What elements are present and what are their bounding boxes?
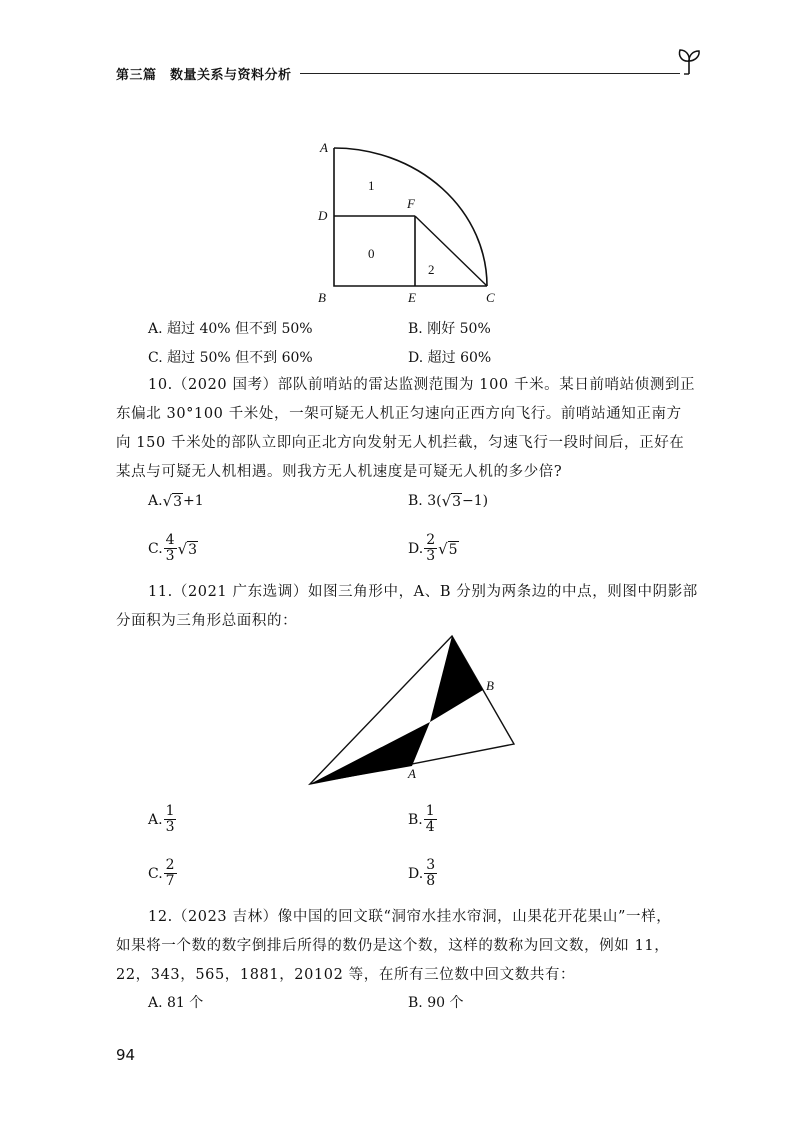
q12-line: 22，343，565，1881，20102 等，在所有三位数中回文数共有：: [116, 967, 576, 983]
q12-option-a: A. 81 个: [148, 995, 204, 1011]
fraction: $\frac{3}{8}$: [426, 857, 436, 889]
q10-stem: [116, 371, 716, 487]
q10-option-d: D. $\frac{2}{3}$ √ 5: [408, 532, 458, 564]
q12-option-b: B. 90 个: [408, 995, 464, 1011]
q11-option-d: D. $\frac{3}{8}$: [408, 857, 436, 889]
label-D: D: [318, 208, 328, 223]
label-A-mid: A: [408, 766, 416, 781]
page-number: 94: [116, 1046, 136, 1064]
q12-stem: [116, 903, 716, 990]
q9-option-c: C. 超过 50% 但不到 60%: [148, 350, 313, 366]
q10-option-a: A. √ 3 +1: [148, 492, 204, 510]
fraction: $\frac{1}{3}$: [165, 803, 175, 835]
sqrt-sign: √ 3: [177, 539, 198, 558]
q12-line: 如果将一个数的数字倒排后所得的数仍是这个数，这样的数称为回文数，例如 11，: [116, 938, 670, 954]
fraction: $\frac{2}{3}$: [426, 532, 436, 564]
region-1-label: 1: [368, 178, 375, 193]
label-B-mid: B: [486, 678, 494, 693]
region-2-label: 2: [428, 262, 435, 277]
q10-line: 10.（2020 国考）部队前哨站的雷达监测范围为 100 千米。某日前哨站侦测到正: [148, 377, 696, 393]
sprout-icon: [676, 46, 702, 76]
label-A: A: [320, 140, 328, 155]
label-F: F: [407, 196, 415, 211]
q9-option-b: B. 刚好 50%: [408, 321, 491, 337]
fraction: $\frac{4}{3}$: [165, 532, 175, 564]
q10-line: 某点与可疑无人机相遇。则我方无人机速度是可疑无人机的多少倍?: [116, 464, 563, 480]
fraction: $\frac{1}{4}$: [425, 803, 435, 835]
label-C: C: [486, 290, 495, 305]
label-B: B: [318, 290, 326, 305]
sqrt-sign: √ 3: [441, 492, 462, 510]
q10-option-b: B. 3( √ 3 −1): [408, 492, 489, 510]
region-0-label: 0: [368, 246, 375, 261]
q11-option-a: A. $\frac{1}{3}$: [148, 803, 175, 835]
header-rule: [300, 73, 680, 74]
section-title: 第三篇 数量关系与资料分析: [116, 68, 292, 83]
q11-option-c: C. $\frac{2}{7}$: [148, 857, 175, 889]
fraction: $\frac{2}{7}$: [165, 857, 175, 889]
q11-line: 11.（2021 广东选调）如图三角形中，A、B 分别为两条边的中点，则图中阴影部: [148, 584, 698, 600]
q10-line: 东偏北 30°100 千米处，一架可疑无人机正匀速向正西方向飞行。前哨站通知正南方: [116, 406, 682, 422]
q10-line: 向 150 千米处的部队立即向正北方向发射无人机拦截，匀速飞行一段时间后，正好在: [116, 435, 685, 451]
label-E: E: [408, 290, 416, 305]
q9-option-a: A. 超过 40% 但不到 50%: [148, 321, 313, 337]
q11-line: 分面积为三角形总面积的：: [116, 613, 298, 629]
q11-option-b: B. $\frac{1}{4}$: [408, 803, 435, 835]
q9-option-d: D. 超过 60%: [408, 350, 492, 366]
q12-line: 12.（2023 吉林）像中国的回文联“洞帘水挂水帘洞，山果花开花果山”一样，: [148, 909, 672, 925]
q10-option-c: C. $\frac{4}{3}$ √ 3: [148, 532, 198, 564]
quarter-circle-figure: [300, 130, 520, 310]
q11-stem: [116, 578, 716, 636]
sqrt-sign: √ 5: [438, 539, 458, 558]
sqrt-sign: √ 3: [162, 492, 183, 510]
